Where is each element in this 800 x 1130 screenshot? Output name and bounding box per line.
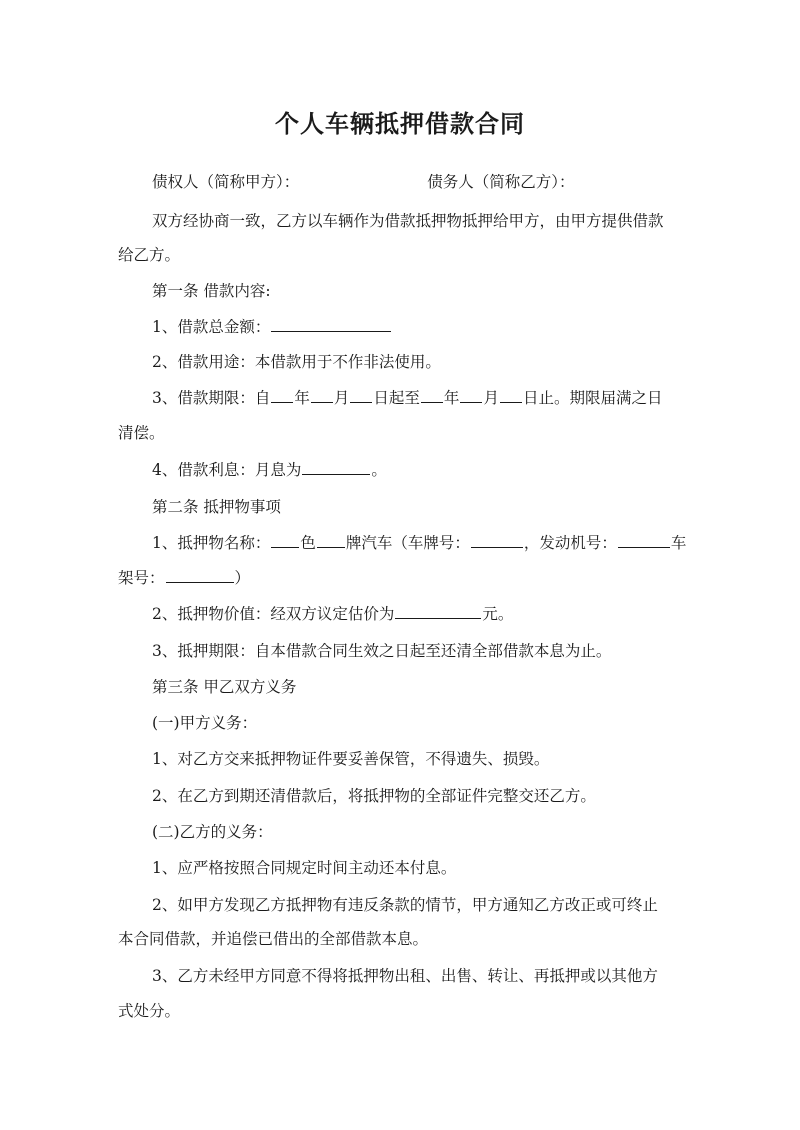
- year-label-2: 年: [443, 389, 460, 407]
- loan-amount-label: 1、借款总金额：: [152, 318, 271, 336]
- frame-close: ）: [234, 569, 251, 587]
- end-day-blank: [500, 388, 522, 403]
- party-b-duty-2-line-2: 本合同借款，并追偿已借出的全部借款本息。: [118, 930, 429, 948]
- collateral-term: 3、抵押期限：自本借款合同生效之日起至还清全部借款本息为止。: [152, 642, 612, 660]
- article3-heading: 第三条 甲乙双方义务: [152, 678, 297, 696]
- party-b-duty-3-line-2: 式处分。: [118, 1002, 181, 1020]
- frame-blank: [166, 568, 234, 583]
- document-title: 个人车辆抵押借款合同: [275, 110, 525, 138]
- party-b-heading: (二)乙方的义务：: [152, 823, 273, 841]
- loan-term-line: [152, 388, 722, 408]
- article1-heading: 第一条 借款内容:: [152, 282, 271, 300]
- start-month-blank: [311, 388, 333, 403]
- car-label: 车: [670, 534, 687, 552]
- frame-number-line: [118, 568, 688, 588]
- collateral-name-label: 1、抵押物名称：: [152, 534, 271, 552]
- value-label: 2、抵押物价值：经双方议定估价为: [152, 605, 395, 623]
- loan-term-prefix: 3、借款期限：自: [152, 389, 271, 407]
- brand-blank: [317, 533, 345, 548]
- plate-label: 牌汽车（车牌号：: [345, 534, 470, 552]
- month-label-2: 月: [483, 389, 499, 407]
- color-blank: [271, 533, 299, 548]
- party-a-heading: (一)甲方义务：: [152, 714, 258, 732]
- frame-label: 架号：: [118, 569, 165, 587]
- intro-line-2: 给乙方。: [118, 246, 181, 264]
- debtor-label: 债务人（简称乙方）：: [427, 173, 575, 191]
- collateral-name-line: [152, 533, 722, 553]
- party-a-duty-1: 1、对乙方交来抵押物证件要妥善保管，不得遗失、损毁。: [152, 750, 550, 768]
- intro-line-1: 双方经协商一致，乙方以车辆作为借款抵押物抵押给甲方，由甲方提供借款: [152, 212, 664, 230]
- end-year-blank: [421, 388, 443, 403]
- parties-line: [152, 172, 722, 192]
- value-unit: 元。: [482, 605, 514, 623]
- loan-amount-line: [152, 317, 722, 337]
- article2-heading: 第二条 抵押物事项: [152, 498, 281, 516]
- value-blank: [395, 604, 481, 619]
- loan-interest-line: [152, 460, 722, 480]
- from-label: 日起至: [373, 389, 420, 407]
- interest-end: 。: [371, 461, 387, 479]
- year-label: 年: [294, 389, 310, 407]
- collateral-value-line: [152, 604, 722, 624]
- interest-label: 4、借款利息：月息为: [152, 461, 302, 479]
- month-label: 月: [333, 389, 350, 407]
- loan-term-line-2: 清偿。: [118, 424, 165, 442]
- loan-purpose: 2、借款用途：本借款用于不作非法使用。: [152, 353, 441, 371]
- party-b-duty-1: 1、应严格按照合同规定时间主动还本付息。: [152, 859, 457, 877]
- term-end-label: 日止。期限届满之日: [522, 389, 663, 407]
- engine-label: ，发动机号：: [523, 534, 617, 552]
- loan-amount-blank: [271, 317, 391, 332]
- start-day-blank: [350, 388, 372, 403]
- start-year-blank: [271, 388, 293, 403]
- plate-blank: [471, 533, 523, 548]
- interest-blank: [302, 460, 370, 475]
- engine-blank: [618, 533, 670, 548]
- party-a-duty-2: 2、在乙方到期还清借款后，将抵押物的全部证件完整交还乙方。: [152, 787, 596, 805]
- color-label: 色: [300, 534, 316, 552]
- end-month-blank: [460, 388, 482, 403]
- creditor-label: 债权人（简称甲方）：: [152, 173, 300, 191]
- party-b-duty-3-line-1: 3、乙方未经甲方同意不得将抵押物出租、出售、转让、再抵押或以其他方: [152, 967, 658, 985]
- party-b-duty-2-line-1: 2、如甲方发现乙方抵押物有违反条款的情节，甲方通知乙方改正或可终止: [152, 896, 658, 914]
